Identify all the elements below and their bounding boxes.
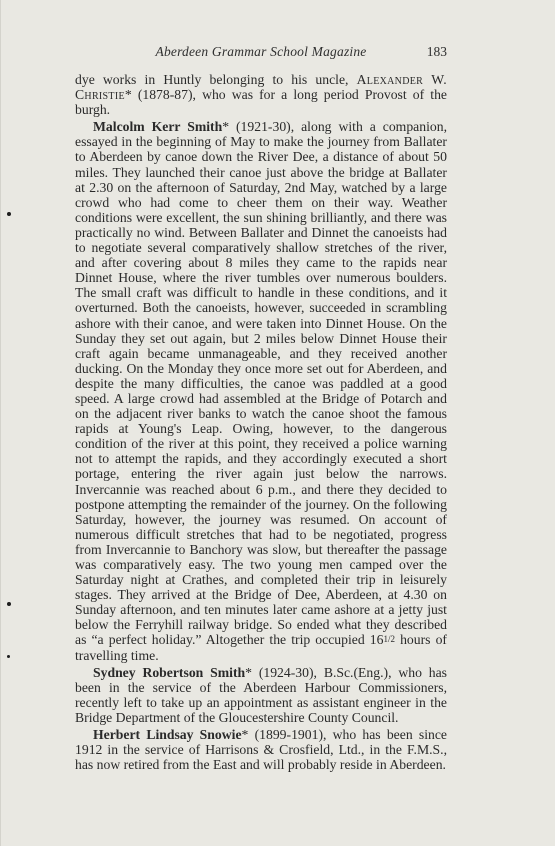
paragraph-malcolm-kerr-smith — [75, 119, 447, 662]
fraction: 1/2 — [383, 634, 395, 645]
text-run: dye works in Huntly belonging to his uncle, — [75, 72, 357, 87]
person-name: Herbert Lindsay Snowie — [93, 727, 242, 743]
paragraph-herbert-lindsay-snowie — [75, 727, 447, 772]
text-run: * (1878-87), who was for a long period Provost of the burgh. — [75, 87, 447, 118]
paragraph-text: * (1924-30), B.Sc.(Eng.), who has been in the service of the Aberdeen Harbour Commissioners, recently left to take up an appointment as assistant engineer in the Bridge Department of the Gloucestershire County Council. — [75, 664, 447, 725]
binding-hole-middle — [7, 602, 11, 606]
page-number: 183 — [426, 44, 447, 59]
paragraph-text: * (1921-30), along with a companion, essayed in the beginning of May to make the journey from Ballater to Aberdeen by canoe down the River Dee, a distance of about 50 miles. They launched their canoe just above the bridge at Ballater at 2.30 on the afternoon of Saturday, 2nd May, watched by a large crowd who had come to cheer them on their way. Weather conditions were excellent, the sun shining brilliantly, and there was practically no wind. Between Ballater and Dinnet the canoeists had to negotiate several comparatively shallow stretches of the river, and after covering about 8 miles they came to the rapids near Dinnet House, where the river tumbles over numerous boulders. The small craft was difficult to handle in these conditions, and it overturned. Both the canoeists, however, succeeded in scrambling ashore with their canoe, and were taken into Dinnet House. On the Sunday they set out again, but 2 miles below Dinnet House their craft again became unmanageable, and they received another ducking. On the Monday they once more set out for Aberdeen, and despite the many difficulties, the canoe was paddled at a good speed. A large crowd had assembled at the Bridge of Potarch and on the adjacent river banks to watch the canoe shoot the famous rapids at Young's Leap. Owing, however, to the dangerous condition of the river at this point, they received a police warning not to attempt the rapids, and they accordingly executed a short portage, entering the river again just below the narrows. Invercannie was reached about 6 p.m., and there they decided to postpone attempting the remainder of the journey. On the following Saturday, however, the journey was resumed. On account of numerous difficult stretches that had to be negotiated, progress from Invercannie to Banchory was slow, but thereafter the passage was comparatively easy. The two young men camped over the Saturday night at Crathes, and completed their trip in leisurely stages. They arrived at the Bridge of Dee, Aberdeen, at 4.30 on Sunday afternoon, and ten minutes later came ashore at a jetty just below the Ferryhill railway bridge. So ended what they described as “a perfect holiday.” Altogether the trip occupied 16 — [75, 119, 447, 648]
person-name: Alexander W. Christie — [75, 72, 447, 103]
running-title: Aberdeen Grammar School Magazine — [155, 44, 367, 59]
person-name: Malcolm Kerr Smith — [93, 119, 223, 135]
paragraph-text: * (1899-1901), who has been since 1912 in the service of Harrisons & Crosfield, Ltd., in the F.M.S., has now retired from the East and will probably reside in Aberdeen. — [75, 727, 447, 773]
paragraph-continuation — [75, 72, 447, 117]
paragraph-sydney-robertson-smith — [75, 665, 447, 725]
binding-hole-top — [7, 212, 11, 216]
binding-hole-bottom — [7, 655, 10, 658]
article-body — [75, 72, 447, 774]
paragraph-tail: hours of travelling time. — [75, 632, 447, 663]
person-name: Sydney Robertson Smith — [93, 664, 246, 680]
